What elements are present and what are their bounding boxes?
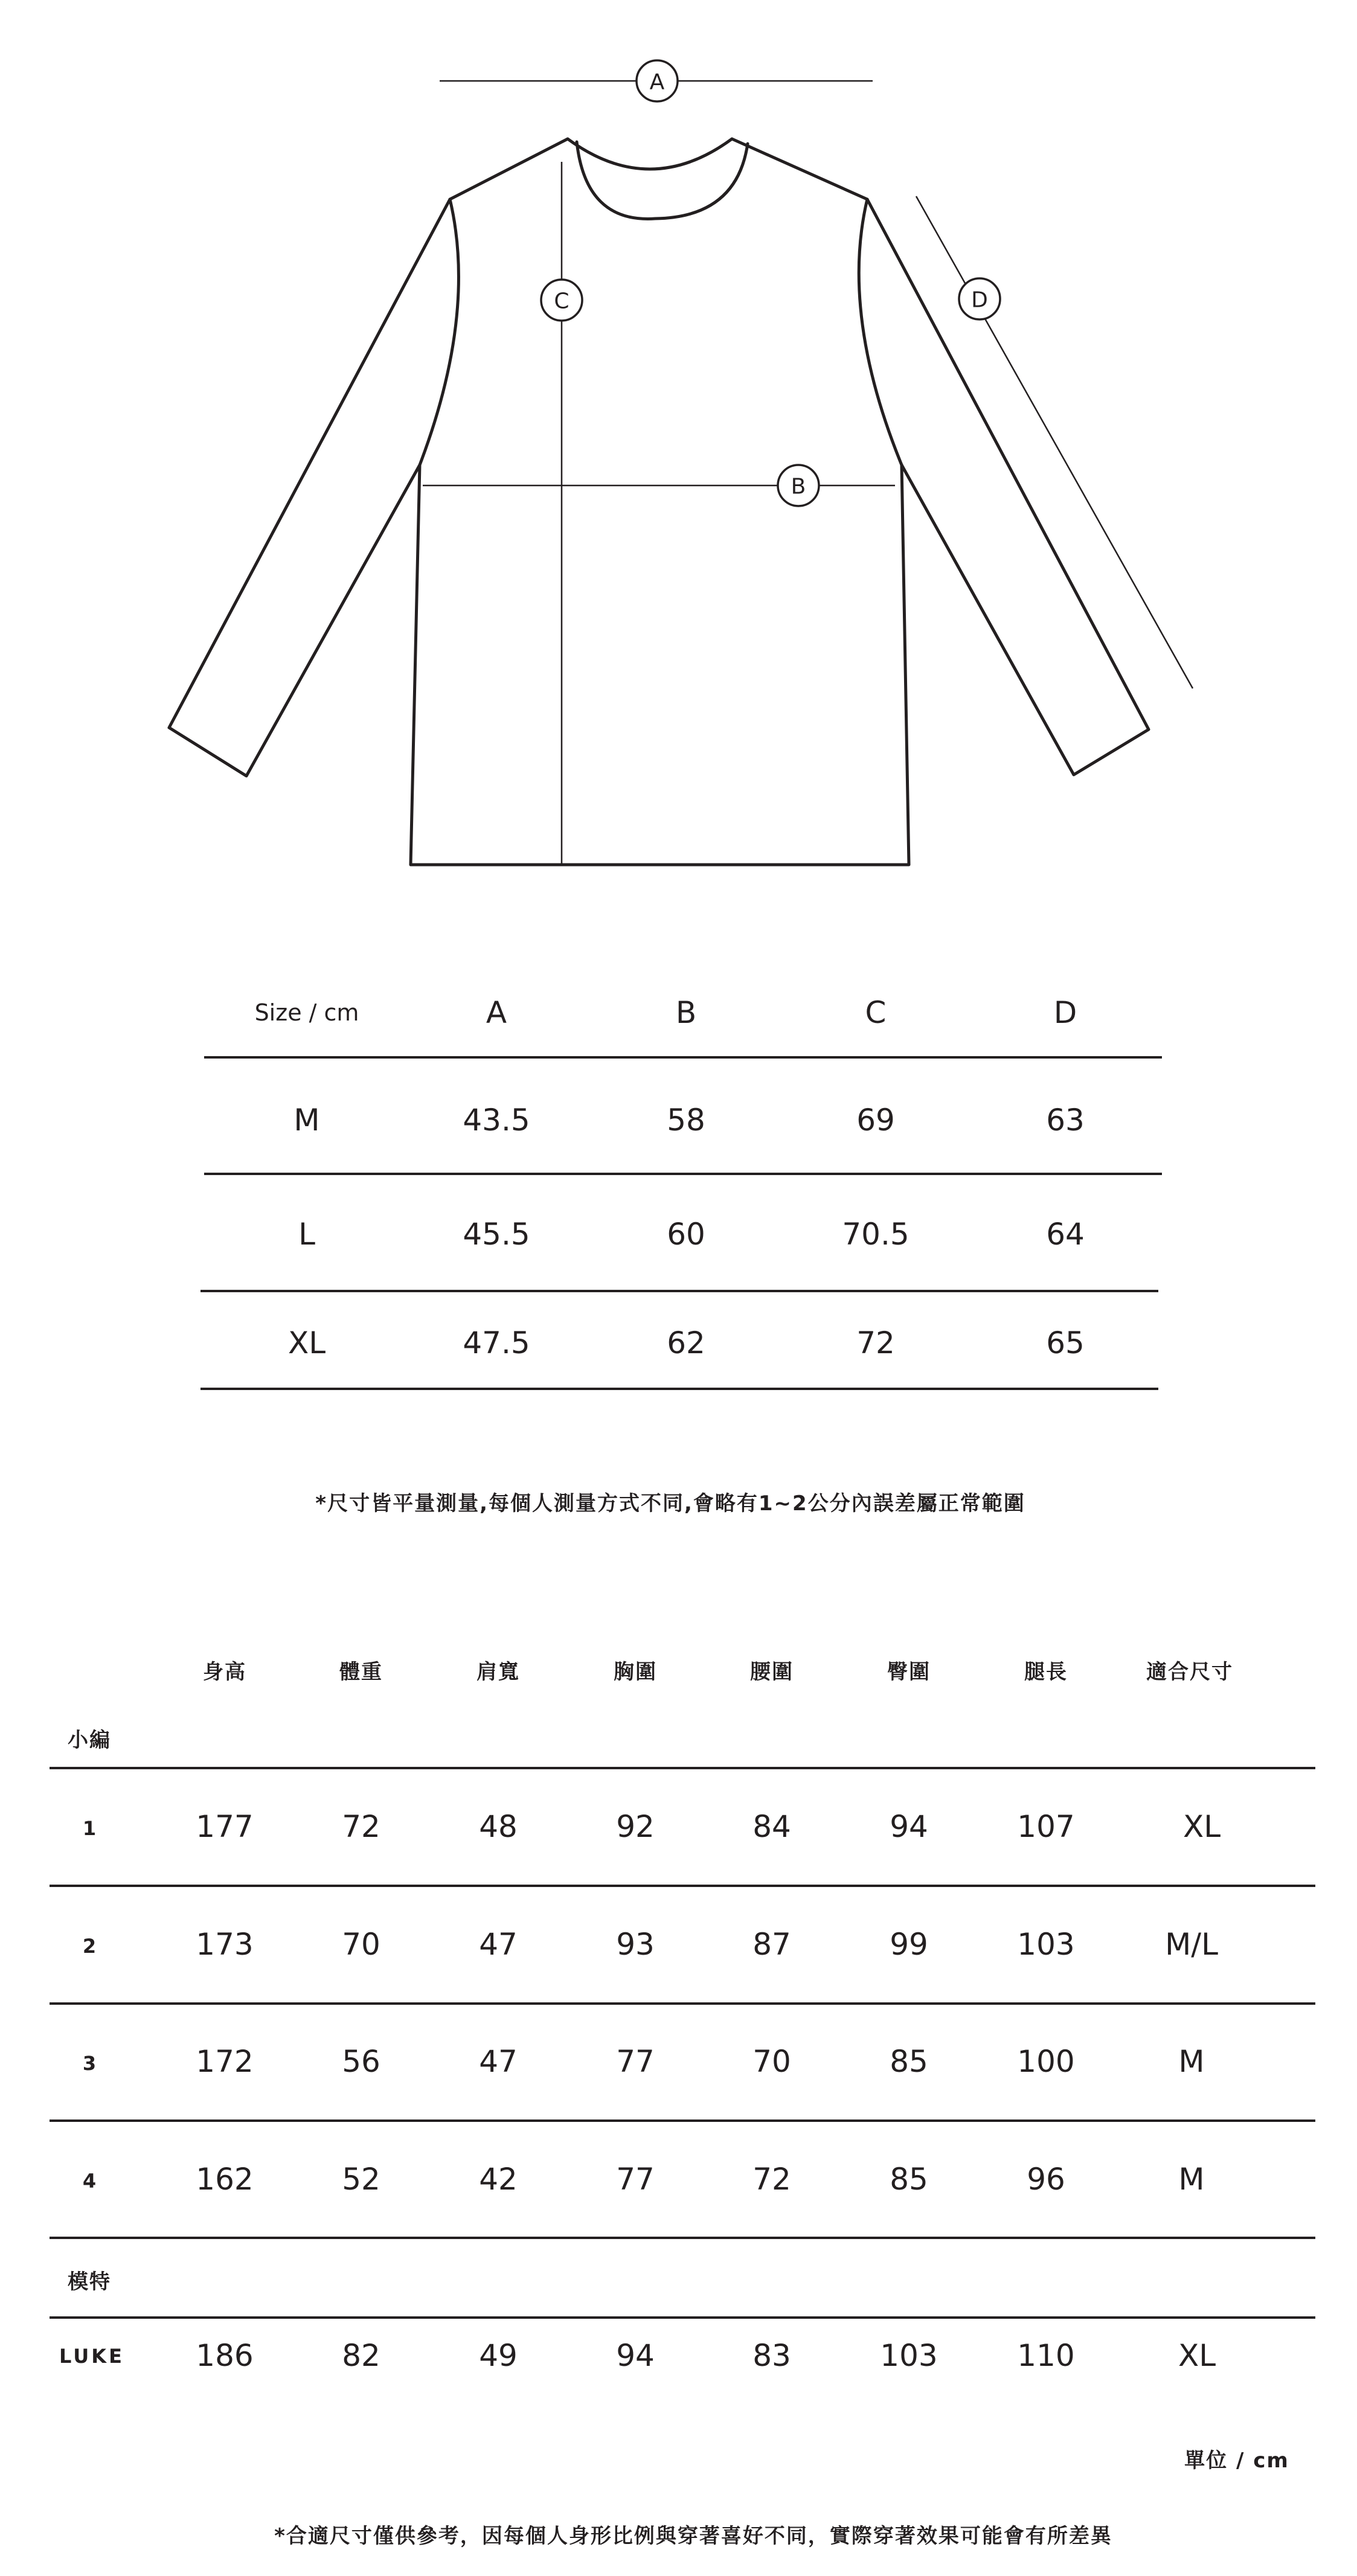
editor-row-1-waist: 84: [752, 1809, 791, 1844]
editor-row-2-height: 173: [196, 1927, 254, 1962]
editor-row-1-weight: 72: [342, 1809, 380, 1844]
editor-group-label: 小編: [68, 1728, 111, 1752]
marker-c-label: C: [554, 289, 569, 314]
size-table-divider: [204, 1173, 1162, 1175]
model-col-hip: 臀圍: [887, 1660, 931, 1684]
editor-row-2-shoulder: 47: [479, 1927, 518, 1962]
editor-row-3-weight: 56: [342, 2044, 380, 2079]
size-header-c: C: [865, 995, 887, 1030]
editor-row-2-hip: 99: [890, 1927, 928, 1962]
editor-row-2-chest: 93: [616, 1927, 655, 1962]
size-header-label: Size / cm: [254, 999, 359, 1026]
model-col-leg: 腿長: [1024, 1660, 1068, 1684]
model-col-waist: 腰圍: [750, 1660, 794, 1684]
size-row-xl-size: XL: [287, 1325, 326, 1360]
editor-row-4-weight: 52: [342, 2162, 380, 2197]
editor-row-2-fit: M/L: [1165, 1927, 1218, 1962]
editor-row-2-leg: 103: [1017, 1927, 1075, 1962]
editor-row-3-shoulder: 47: [479, 2044, 518, 2079]
size-row-l-a: 45.5: [463, 1217, 530, 1252]
editor-row-2-waist: 87: [752, 1927, 791, 1962]
size-row-m-c: 69: [856, 1103, 895, 1138]
editor-row-4-hip: 85: [890, 2162, 928, 2197]
size-row-xl-d: 65: [1046, 1325, 1085, 1360]
model-table-divider: [50, 1767, 1315, 1769]
editor-row-3-leg: 100: [1017, 2044, 1075, 2079]
size-row-m-d: 63: [1046, 1103, 1085, 1138]
editor-row-3-chest: 77: [616, 2044, 655, 2079]
model-row-1-height: 186: [196, 2338, 254, 2373]
editor-row-4-height: 162: [196, 2162, 254, 2197]
model-row-1-fit: XL: [1178, 2338, 1216, 2373]
marker-a-label: A: [649, 69, 665, 95]
size-row-xl-b: 62: [667, 1325, 705, 1360]
measure-note: *尺寸皆平量測量,每個人測量方式不同,會略有1~2公分內誤差屬正常範圍: [315, 1491, 1025, 1516]
marker-b-label: B: [791, 474, 806, 499]
neckline-inner: [577, 142, 748, 219]
model-table-divider: [50, 2316, 1315, 2319]
editor-row-1-fit: XL: [1182, 1809, 1221, 1844]
garment-diagram: [0, 0, 1357, 906]
model-table-divider: [50, 2119, 1315, 2122]
size-table-divider: [204, 1056, 1162, 1059]
size-row-l-b: 60: [667, 1217, 705, 1252]
size-row-m-b: 58: [667, 1103, 705, 1138]
model-col-chest: 胸圍: [614, 1660, 657, 1684]
editor-row-4-chest: 77: [616, 2162, 655, 2197]
garment-outline: [169, 139, 1149, 865]
editor-row-1-id: 1: [82, 1817, 97, 1840]
editor-row-1-height: 177: [196, 1809, 254, 1844]
size-row-l-size: L: [298, 1217, 315, 1252]
right-armhole: [859, 199, 902, 465]
model-group-label: 模特: [68, 2270, 111, 2294]
editor-row-4-waist: 72: [752, 2162, 791, 2197]
model-table-divider: [50, 2237, 1315, 2239]
model-row-1-shoulder: 49: [479, 2338, 518, 2373]
editor-row-2-weight: 70: [342, 1927, 380, 1962]
editor-row-3-fit: M: [1178, 2044, 1205, 2079]
size-row-xl-c: 72: [856, 1325, 895, 1360]
size-row-l-d: 64: [1046, 1217, 1085, 1252]
measure-line-d: [916, 196, 1193, 688]
neckline-outer: [568, 139, 732, 169]
editor-row-1-hip: 94: [890, 1809, 928, 1844]
size-header-a: A: [486, 995, 507, 1030]
size-row-l-c: 70.5: [842, 1217, 909, 1252]
editor-row-3-hip: 85: [890, 2044, 928, 2079]
fit-note: *合適尺寸僅供參考，因每個人身形比例與穿著喜好不同，實際穿著效果可能會有所差異: [274, 2524, 1112, 2548]
editor-row-1-leg: 107: [1017, 1809, 1075, 1844]
editor-row-4-id: 4: [82, 2170, 97, 2193]
model-row-1-waist: 83: [752, 2338, 791, 2373]
model-col-shoulder: 肩寬: [476, 1660, 520, 1684]
editor-row-2-id: 2: [82, 1935, 97, 1958]
left-armhole: [420, 199, 458, 465]
editor-row-1-chest: 92: [616, 1809, 655, 1844]
editor-row-4-leg: 96: [1027, 2162, 1065, 2197]
model-row-1-hip: 103: [880, 2338, 938, 2373]
editor-row-3-height: 172: [196, 2044, 254, 2079]
unit-label: 單位 / cm: [1184, 2449, 1289, 2473]
model-col-weight: 體重: [339, 1660, 383, 1684]
editor-row-3-waist: 70: [752, 2044, 791, 2079]
model-table-divider: [50, 2002, 1315, 2005]
model-row-1-name: LUKE: [59, 2345, 124, 2368]
model-row-1-chest: 94: [616, 2338, 655, 2373]
editor-row-3-id: 3: [82, 2052, 97, 2075]
editor-row-4-fit: M: [1178, 2162, 1205, 2197]
editor-row-1-shoulder: 48: [479, 1809, 518, 1844]
model-row-1-leg: 110: [1017, 2338, 1075, 2373]
model-col-height: 身高: [203, 1660, 246, 1684]
size-row-xl-a: 47.5: [463, 1325, 530, 1360]
editor-row-4-shoulder: 42: [479, 2162, 518, 2197]
model-row-1-weight: 82: [342, 2338, 380, 2373]
size-header-b: B: [675, 995, 697, 1030]
size-row-m-a: 43.5: [463, 1103, 530, 1138]
size-row-m-size: M: [294, 1103, 320, 1138]
marker-d-label: D: [971, 287, 988, 313]
model-table-divider: [50, 1885, 1315, 1887]
size-header-d: D: [1053, 995, 1077, 1030]
size-table-divider: [201, 1290, 1158, 1292]
size-table-bottom-rule: [201, 1388, 1158, 1390]
model-col-fit-size: 適合尺寸: [1146, 1660, 1233, 1684]
